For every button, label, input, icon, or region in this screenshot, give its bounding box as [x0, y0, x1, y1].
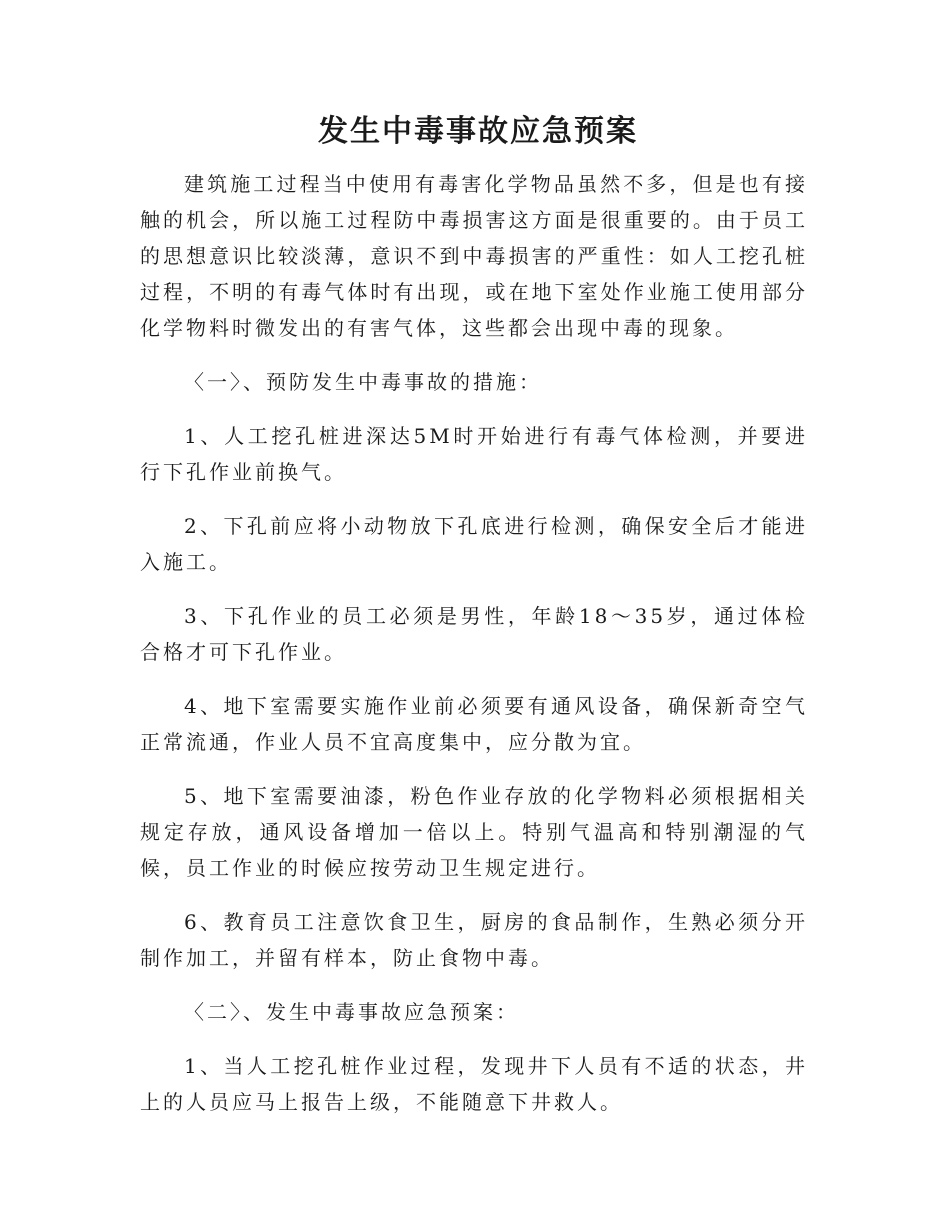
- section-heading-prevention: 〈一〉、预防发生中毒事故的措施：: [184, 370, 542, 394]
- document-title: 发生中毒事故应急预案: [318, 114, 638, 149]
- paragraph-item-5: 5、地下室需要油漆，粉色作业存放的化学物料必须根据相关规定存放，通风设备增加一倍以上。特别气温高和特别潮湿的气候，员工作业的时候应按劳动卫生规定进行。: [140, 784, 808, 880]
- paragraph-item-3: 3、下孔作业的员工必须是男性，年龄18～35岁，通过体检合格才可下孔作业。: [140, 604, 808, 664]
- paragraph-item-2: 2、下孔前应将小动物放下孔底进行检测，确保安全后才能进入施工。: [140, 514, 808, 574]
- paragraph-item-6: 6、教育员工注意饮食卫生，厨房的食品制作，生熟必须分开制作加工，并留有样本，防止食物中毒。: [140, 910, 808, 970]
- paragraph-item-4: 4、地下室需要实施作业前必须要有通风设备，确保新奇空气正常流通，作业人员不宜高度集中，应分散为宜。: [140, 694, 808, 754]
- document-page: [140, 108, 808, 1120]
- paragraph-item-1: 1、人工挖孔桩进深达5M时开始进行有毒气体检测，并要进行下孔作业前换气。: [140, 424, 808, 484]
- section-heading-emergency: 〈二〉、发生中毒事故应急预案：: [184, 1000, 519, 1024]
- paragraph-intro: 建筑施工过程当中使用有毒害化学物品虽然不多，但是也有接触的机会，所以施工过程防中毒损害这方面是很重要的。由于员工的思想意识比较淡薄，意识不到中毒损害的严重性：如人工挖孔桩过程，不明的有毒气体时有出现，或在地下室处作业施工使用部分化学物料时微发出的有害气体，这些都会出现中毒的现象。: [140, 172, 808, 340]
- paragraph-emergency-item-1: 1、当人工挖孔桩作业过程，发现井下人员有不适的状态，井上的人员应马上报告上级，不能随意下井救人。: [140, 1054, 808, 1114]
